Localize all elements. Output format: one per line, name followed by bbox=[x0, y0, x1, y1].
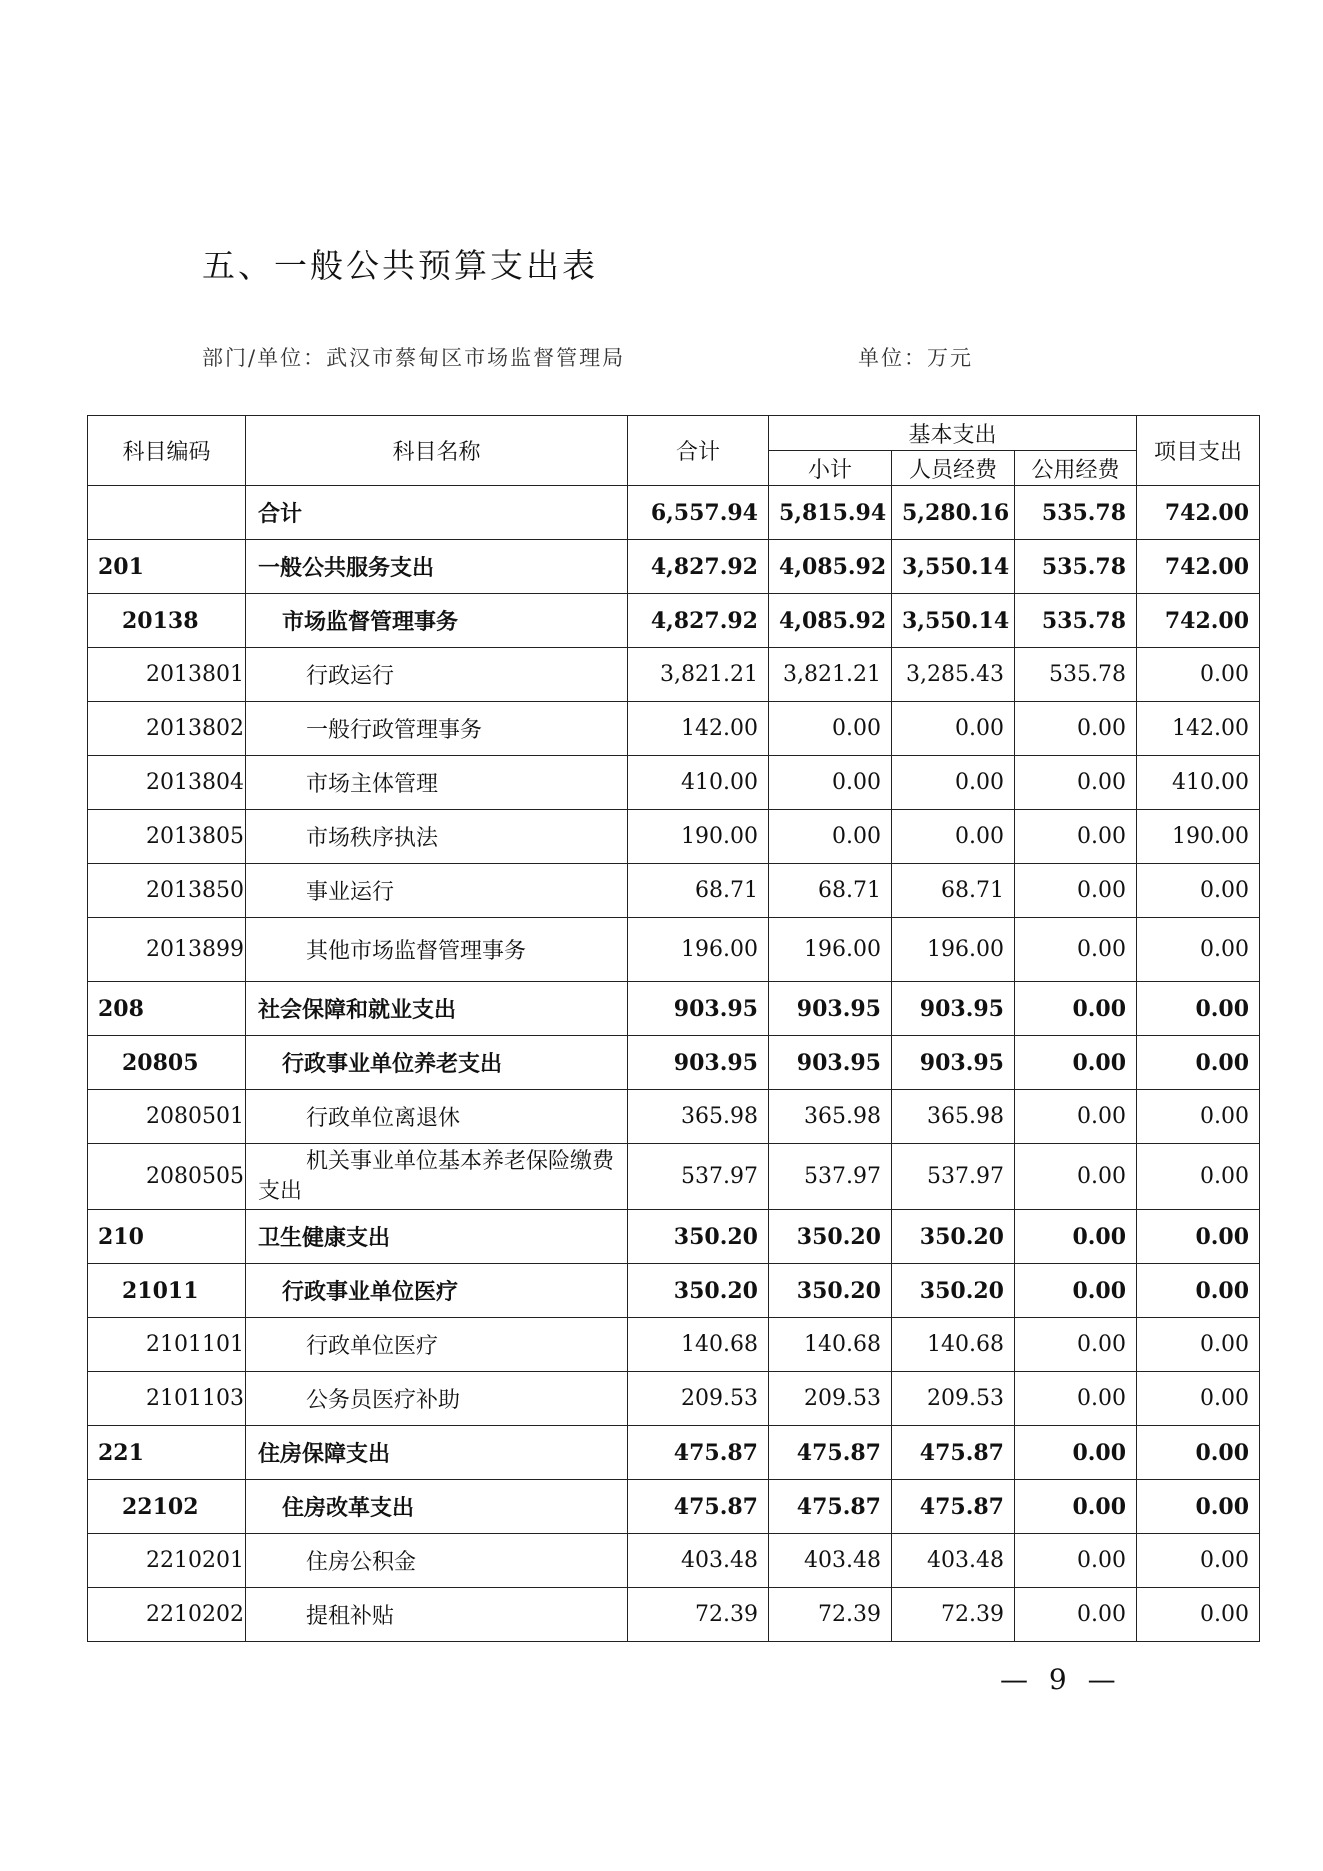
cell-name: 合计 bbox=[246, 486, 628, 540]
table-row bbox=[88, 1318, 1260, 1372]
cell-code: 2013805 bbox=[88, 810, 246, 864]
cell-name: 行政事业单位医疗 bbox=[246, 1264, 628, 1318]
cell-project: 0.00 bbox=[1137, 1144, 1260, 1210]
cell-public: 535.78 bbox=[1015, 486, 1137, 540]
cell-code: 2013899 bbox=[88, 918, 246, 982]
cell-public: 0.00 bbox=[1015, 918, 1137, 982]
cell-personnel: 350.20 bbox=[892, 1264, 1015, 1318]
table-row bbox=[88, 918, 1260, 982]
table-row bbox=[88, 1426, 1260, 1480]
cell-project: 0.00 bbox=[1137, 1036, 1260, 1090]
header-name: 科目名称 bbox=[246, 416, 628, 486]
cell-subtotal: 350.20 bbox=[769, 1210, 892, 1264]
table-row bbox=[88, 1372, 1260, 1426]
cell-project: 142.00 bbox=[1137, 702, 1260, 756]
cell-personnel: 3,285.43 bbox=[892, 648, 1015, 702]
cell-total: 196.00 bbox=[628, 918, 769, 982]
cell-name: 社会保障和就业支出 bbox=[246, 982, 628, 1036]
cell-subtotal: 68.71 bbox=[769, 864, 892, 918]
cell-name: 市场监督管理事务 bbox=[246, 594, 628, 648]
cell-code: 22102 bbox=[88, 1480, 246, 1534]
cell-total: 68.71 bbox=[628, 864, 769, 918]
header-code: 科目编码 bbox=[88, 416, 246, 486]
cell-code: 2080501 bbox=[88, 1090, 246, 1144]
cell-total: 903.95 bbox=[628, 1036, 769, 1090]
cell-code: 210 bbox=[88, 1210, 246, 1264]
cell-code: 20138 bbox=[88, 594, 246, 648]
cell-subtotal: 475.87 bbox=[769, 1426, 892, 1480]
cell-code: 2013802 bbox=[88, 702, 246, 756]
cell-public: 0.00 bbox=[1015, 864, 1137, 918]
table-row bbox=[88, 756, 1260, 810]
cell-subtotal: 403.48 bbox=[769, 1534, 892, 1588]
cell-project: 410.00 bbox=[1137, 756, 1260, 810]
cell-project: 0.00 bbox=[1137, 1210, 1260, 1264]
cell-code: 2080505 bbox=[88, 1144, 246, 1210]
cell-code: 21011 bbox=[88, 1264, 246, 1318]
cell-public: 0.00 bbox=[1015, 702, 1137, 756]
cell-personnel: 0.00 bbox=[892, 756, 1015, 810]
cell-personnel: 537.97 bbox=[892, 1144, 1015, 1210]
cell-total: 475.87 bbox=[628, 1426, 769, 1480]
cell-personnel: 68.71 bbox=[892, 864, 1015, 918]
cell-personnel: 0.00 bbox=[892, 702, 1015, 756]
cell-personnel: 903.95 bbox=[892, 1036, 1015, 1090]
header-subtotal: 小计 bbox=[769, 451, 892, 486]
cell-project: 0.00 bbox=[1137, 1534, 1260, 1588]
cell-public: 0.00 bbox=[1015, 1210, 1137, 1264]
table-row bbox=[88, 594, 1260, 648]
page-number: — 9 — bbox=[1000, 1663, 1122, 1696]
table-row bbox=[88, 1036, 1260, 1090]
table-row bbox=[88, 810, 1260, 864]
cell-project: 0.00 bbox=[1137, 1318, 1260, 1372]
cell-public: 0.00 bbox=[1015, 1372, 1137, 1426]
table-row bbox=[88, 1090, 1260, 1144]
cell-total: 142.00 bbox=[628, 702, 769, 756]
cell-subtotal: 4,085.92 bbox=[769, 594, 892, 648]
table-row bbox=[88, 1210, 1260, 1264]
cell-total: 365.98 bbox=[628, 1090, 769, 1144]
cell-total: 72.39 bbox=[628, 1588, 769, 1642]
cell-personnel: 3,550.14 bbox=[892, 594, 1015, 648]
cell-personnel: 72.39 bbox=[892, 1588, 1015, 1642]
cell-public: 0.00 bbox=[1015, 1426, 1137, 1480]
cell-public: 535.78 bbox=[1015, 594, 1137, 648]
header-public: 公用经费 bbox=[1015, 451, 1137, 486]
cell-project: 0.00 bbox=[1137, 1588, 1260, 1642]
cell-name: 卫生健康支出 bbox=[246, 1210, 628, 1264]
cell-public: 0.00 bbox=[1015, 756, 1137, 810]
cell-subtotal: 72.39 bbox=[769, 1588, 892, 1642]
cell-personnel: 475.87 bbox=[892, 1480, 1015, 1534]
table-row bbox=[88, 702, 1260, 756]
table-row bbox=[88, 982, 1260, 1036]
cell-public: 0.00 bbox=[1015, 810, 1137, 864]
table-row bbox=[88, 864, 1260, 918]
cell-code: 2210201 bbox=[88, 1534, 246, 1588]
cell-project: 0.00 bbox=[1137, 1264, 1260, 1318]
cell-personnel: 903.95 bbox=[892, 982, 1015, 1036]
cell-subtotal: 903.95 bbox=[769, 982, 892, 1036]
cell-total: 410.00 bbox=[628, 756, 769, 810]
table-row bbox=[88, 1144, 1260, 1210]
cell-total: 537.97 bbox=[628, 1144, 769, 1210]
cell-name: 其他市场监督管理事务 bbox=[246, 918, 628, 982]
cell-name: 行政运行 bbox=[246, 648, 628, 702]
header-project: 项目支出 bbox=[1137, 416, 1260, 486]
table-row bbox=[88, 540, 1260, 594]
cell-code: 221 bbox=[88, 1426, 246, 1480]
cell-public: 0.00 bbox=[1015, 1090, 1137, 1144]
header-basic: 基本支出 bbox=[769, 416, 1137, 451]
cell-personnel: 196.00 bbox=[892, 918, 1015, 982]
cell-subtotal: 365.98 bbox=[769, 1090, 892, 1144]
cell-subtotal: 209.53 bbox=[769, 1372, 892, 1426]
cell-total: 3,821.21 bbox=[628, 648, 769, 702]
unit-label: 单位：万元 bbox=[858, 346, 973, 370]
cell-code: 2101103 bbox=[88, 1372, 246, 1426]
cell-subtotal: 537.97 bbox=[769, 1144, 892, 1210]
cell-total: 4,827.92 bbox=[628, 540, 769, 594]
cell-public: 0.00 bbox=[1015, 1036, 1137, 1090]
cell-name: 市场主体管理 bbox=[246, 756, 628, 810]
budget-expenditure-table bbox=[87, 415, 1260, 1642]
table-row bbox=[88, 1264, 1260, 1318]
cell-personnel: 403.48 bbox=[892, 1534, 1015, 1588]
header-total: 合计 bbox=[628, 416, 769, 486]
cell-total: 209.53 bbox=[628, 1372, 769, 1426]
cell-name: 一般行政管理事务 bbox=[246, 702, 628, 756]
cell-project: 742.00 bbox=[1137, 486, 1260, 540]
cell-subtotal: 3,821.21 bbox=[769, 648, 892, 702]
cell-project: 0.00 bbox=[1137, 982, 1260, 1036]
cell-personnel: 5,280.16 bbox=[892, 486, 1015, 540]
cell-personnel: 365.98 bbox=[892, 1090, 1015, 1144]
table-row bbox=[88, 1480, 1260, 1534]
cell-public: 0.00 bbox=[1015, 1264, 1137, 1318]
cell-project: 0.00 bbox=[1137, 1372, 1260, 1426]
cell-personnel: 350.20 bbox=[892, 1210, 1015, 1264]
cell-code: 20805 bbox=[88, 1036, 246, 1090]
cell-code: 208 bbox=[88, 982, 246, 1036]
cell-subtotal: 140.68 bbox=[769, 1318, 892, 1372]
cell-name: 一般公共服务支出 bbox=[246, 540, 628, 594]
cell-code: 2210202 bbox=[88, 1588, 246, 1642]
table-row bbox=[88, 648, 1260, 702]
cell-subtotal: 350.20 bbox=[769, 1264, 892, 1318]
cell-name: 行政单位医疗 bbox=[246, 1318, 628, 1372]
table-row bbox=[88, 1588, 1260, 1642]
cell-project: 0.00 bbox=[1137, 1090, 1260, 1144]
cell-subtotal: 196.00 bbox=[769, 918, 892, 982]
cell-name: 公务员医疗补助 bbox=[246, 1372, 628, 1426]
cell-personnel: 3,550.14 bbox=[892, 540, 1015, 594]
cell-project: 0.00 bbox=[1137, 648, 1260, 702]
cell-subtotal: 0.00 bbox=[769, 702, 892, 756]
cell-project: 0.00 bbox=[1137, 1426, 1260, 1480]
cell-subtotal: 5,815.94 bbox=[769, 486, 892, 540]
cell-total: 903.95 bbox=[628, 982, 769, 1036]
cell-subtotal: 0.00 bbox=[769, 756, 892, 810]
header-personnel: 人员经费 bbox=[892, 451, 1015, 486]
cell-code: 2101101 bbox=[88, 1318, 246, 1372]
cell-subtotal: 475.87 bbox=[769, 1480, 892, 1534]
cell-code: 2013850 bbox=[88, 864, 246, 918]
table-row bbox=[88, 1534, 1260, 1588]
cell-personnel: 209.53 bbox=[892, 1372, 1015, 1426]
cell-public: 0.00 bbox=[1015, 1318, 1137, 1372]
cell-total: 350.20 bbox=[628, 1210, 769, 1264]
cell-name: 行政单位离退休 bbox=[246, 1090, 628, 1144]
cell-name: 住房公积金 bbox=[246, 1534, 628, 1588]
cell-total: 4,827.92 bbox=[628, 594, 769, 648]
cell-public: 0.00 bbox=[1015, 1534, 1137, 1588]
cell-subtotal: 0.00 bbox=[769, 810, 892, 864]
cell-public: 0.00 bbox=[1015, 1480, 1137, 1534]
cell-public: 0.00 bbox=[1015, 982, 1137, 1036]
cell-total: 475.87 bbox=[628, 1480, 769, 1534]
cell-project: 0.00 bbox=[1137, 918, 1260, 982]
cell-public: 535.78 bbox=[1015, 540, 1137, 594]
cell-public: 0.00 bbox=[1015, 1144, 1137, 1210]
cell-code bbox=[88, 486, 246, 540]
cell-name: 事业运行 bbox=[246, 864, 628, 918]
cell-subtotal: 4,085.92 bbox=[769, 540, 892, 594]
cell-name: 行政事业单位养老支出 bbox=[246, 1036, 628, 1090]
cell-code: 2013804 bbox=[88, 756, 246, 810]
cell-total: 190.00 bbox=[628, 810, 769, 864]
cell-total: 403.48 bbox=[628, 1534, 769, 1588]
cell-project: 0.00 bbox=[1137, 1480, 1260, 1534]
cell-project: 190.00 bbox=[1137, 810, 1260, 864]
page-title: 五、一般公共预算支出表 bbox=[202, 246, 598, 285]
table-row bbox=[88, 486, 1260, 540]
cell-subtotal: 903.95 bbox=[769, 1036, 892, 1090]
cell-name: 住房保障支出 bbox=[246, 1426, 628, 1480]
cell-code: 201 bbox=[88, 540, 246, 594]
cell-personnel: 140.68 bbox=[892, 1318, 1015, 1372]
cell-total: 350.20 bbox=[628, 1264, 769, 1318]
cell-public: 535.78 bbox=[1015, 648, 1137, 702]
cell-personnel: 0.00 bbox=[892, 810, 1015, 864]
cell-total: 140.68 bbox=[628, 1318, 769, 1372]
cell-name: 提租补贴 bbox=[246, 1588, 628, 1642]
cell-code: 2013801 bbox=[88, 648, 246, 702]
cell-project: 742.00 bbox=[1137, 594, 1260, 648]
cell-total: 6,557.94 bbox=[628, 486, 769, 540]
cell-project: 0.00 bbox=[1137, 864, 1260, 918]
cell-name: 机关事业单位基本养老保险缴费支出 bbox=[246, 1144, 628, 1210]
cell-public: 0.00 bbox=[1015, 1588, 1137, 1642]
cell-name: 住房改革支出 bbox=[246, 1480, 628, 1534]
cell-personnel: 475.87 bbox=[892, 1426, 1015, 1480]
cell-name: 市场秩序执法 bbox=[246, 810, 628, 864]
cell-project: 742.00 bbox=[1137, 540, 1260, 594]
department-label: 部门/单位：武汉市蔡甸区市场监督管理局 bbox=[202, 346, 626, 370]
